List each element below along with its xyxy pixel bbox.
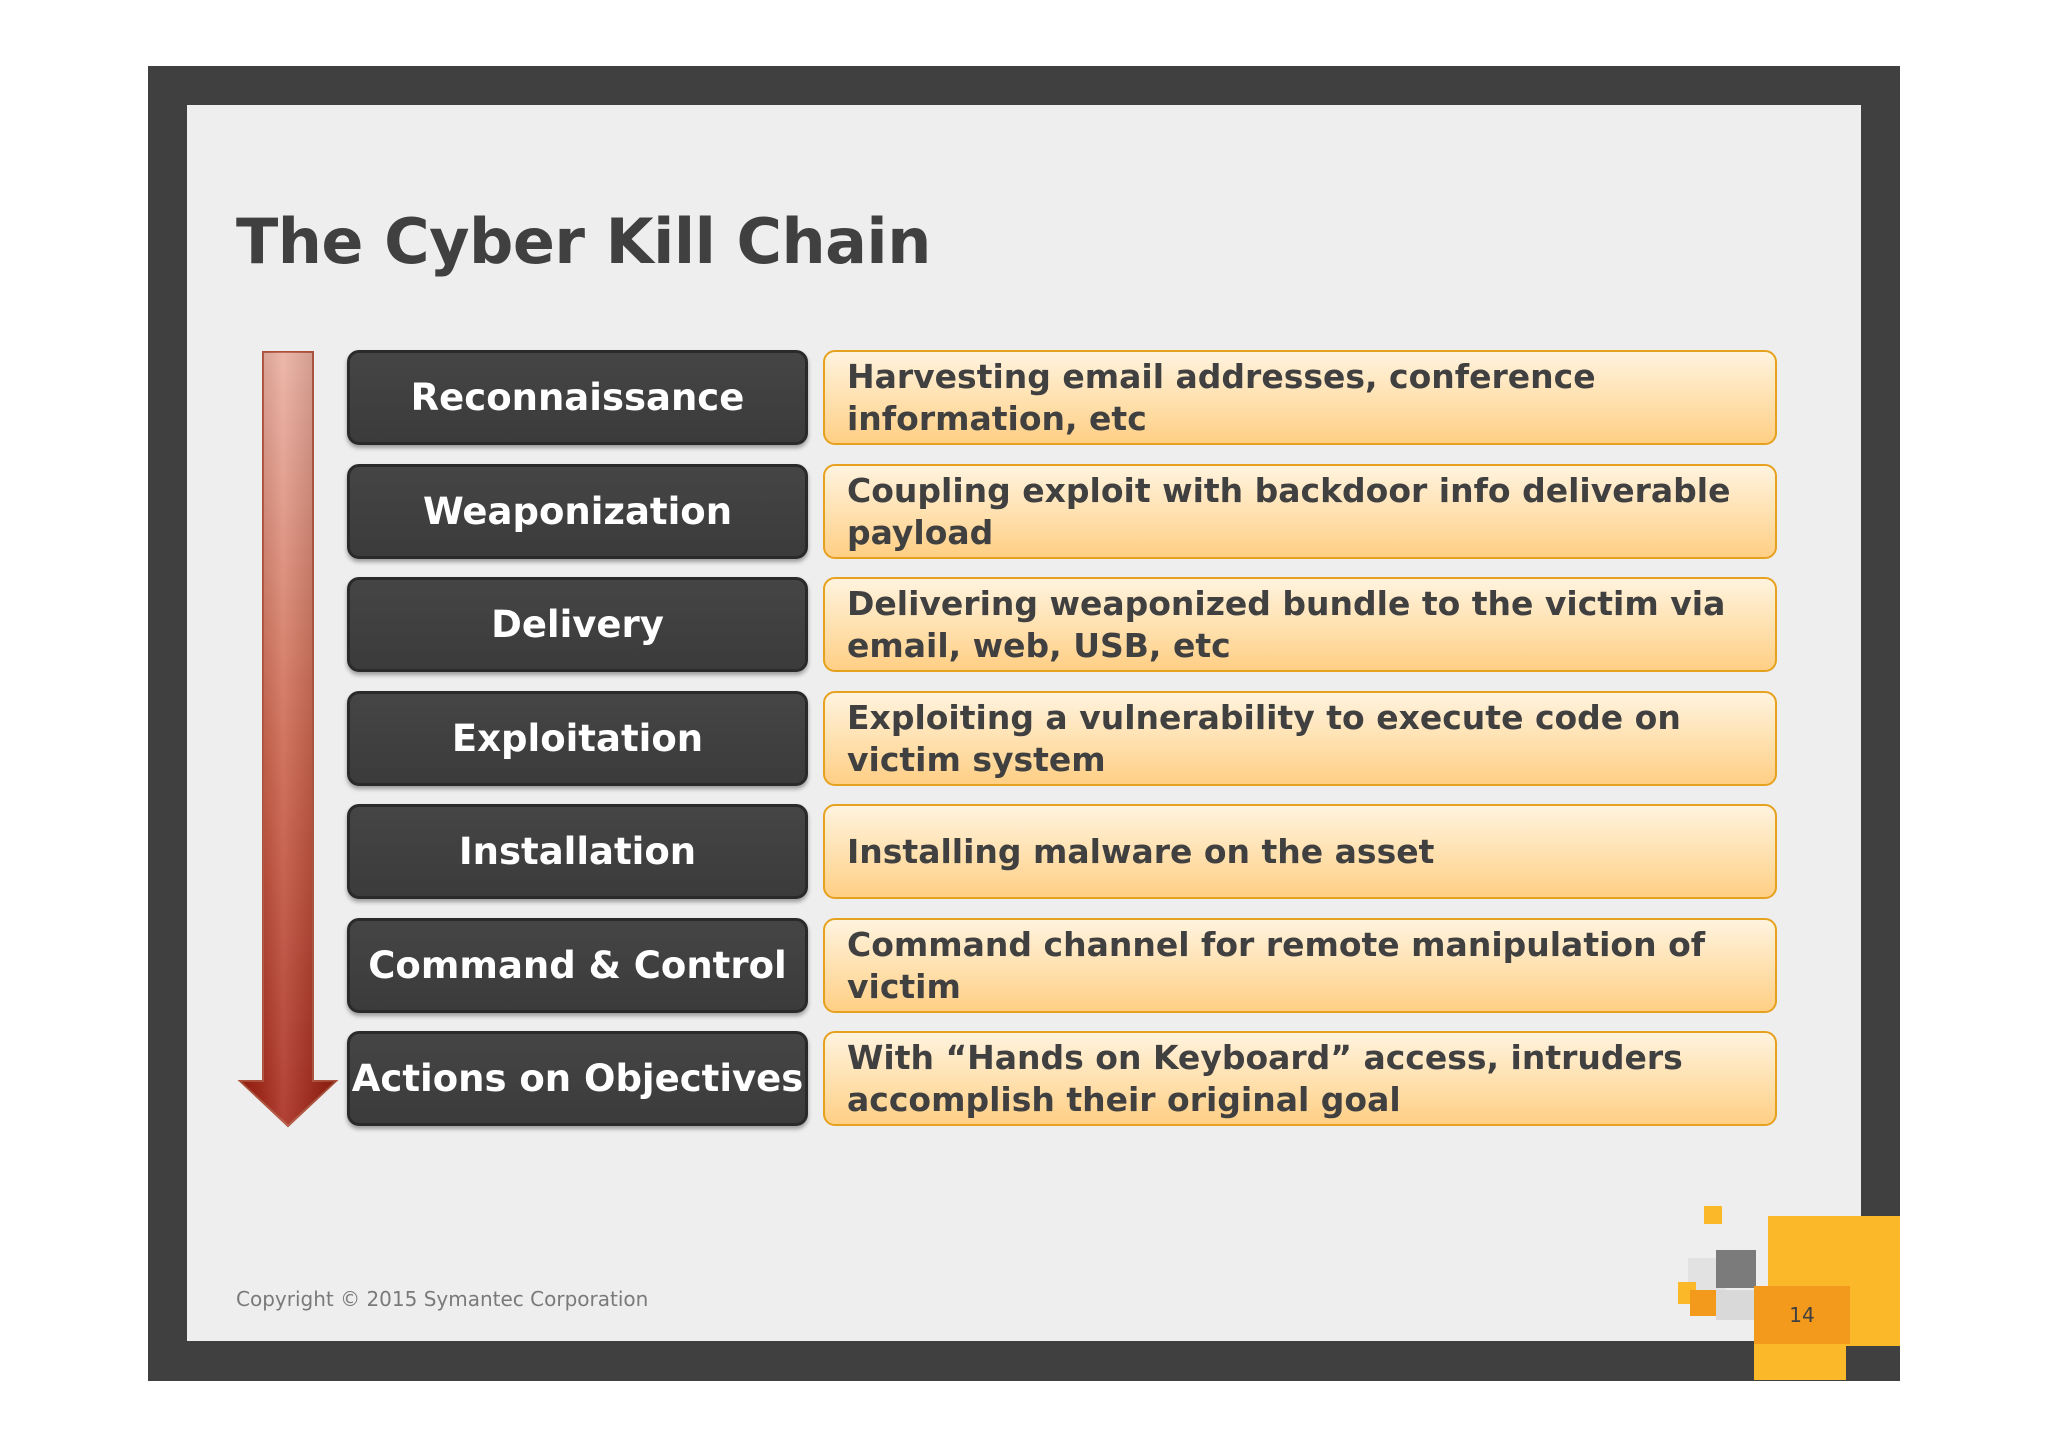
stage-description: Exploiting a vulnerability to execute code on victim system (823, 691, 1777, 786)
down-arrow-icon (236, 350, 340, 1130)
stage-description: Coupling exploit with backdoor info deliverable payload (823, 464, 1777, 559)
stage-box: Command & Control (347, 918, 808, 1013)
page-number: 14 (1754, 1286, 1850, 1344)
stage-box: Installation (347, 804, 808, 899)
copyright-notice: Copyright © 2015 Symantec Corporation (236, 1287, 649, 1311)
stage-description: Installing malware on the asset (823, 804, 1777, 899)
stage-description: Harvesting email addresses, conference information, etc (823, 350, 1777, 445)
stage-description: With “Hands on Keyboard” access, intruders accomplish their original goal (823, 1031, 1777, 1126)
stage-description: Delivering weaponized bundle to the victim via email, web, USB, etc (823, 577, 1777, 672)
stage-box: Exploitation (347, 691, 808, 786)
stage-box: Weaponization (347, 464, 808, 559)
stage-box: Delivery (347, 577, 808, 672)
stage-description: Command channel for remote manipulation of victim (823, 918, 1777, 1013)
stage-box: Actions on Objectives (347, 1031, 808, 1126)
slide-title: The Cyber Kill Chain (236, 205, 931, 278)
stage-box: Reconnaissance (347, 350, 808, 445)
